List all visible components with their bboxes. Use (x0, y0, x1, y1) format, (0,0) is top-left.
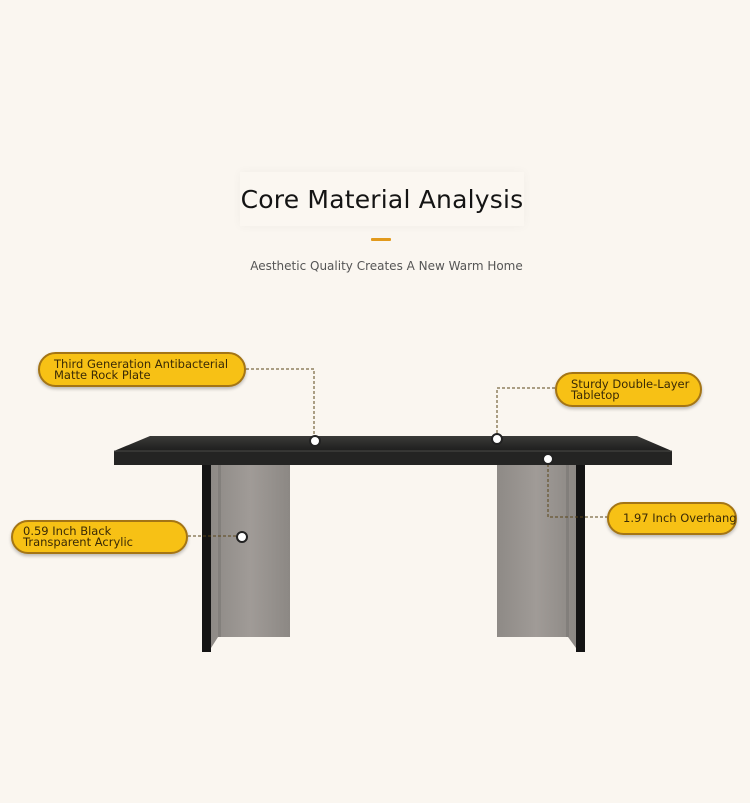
page-title: Core Material Analysis (240, 184, 524, 214)
callout-acrylic (11, 520, 188, 554)
callout-tabletop-line-2: Tabletop (571, 387, 620, 402)
tabletop (114, 436, 672, 465)
left-acrylic-leg (202, 462, 290, 652)
marker-acrylic (236, 531, 248, 543)
callout-tabletop (555, 372, 702, 407)
callout-rock-plate-line-2: Matte Rock Plate (54, 367, 151, 382)
marker-tabletop (491, 433, 503, 445)
callout-acrylic-line-1: 0.59 Inch Black (23, 524, 112, 538)
page-subtitle: Aesthetic Quality Creates A New Warm Home (250, 259, 523, 273)
callout-rock-plate-line-1: Third Generation Antibacterial (54, 356, 229, 371)
marker-overhang (542, 453, 554, 465)
callout-rock-plate (38, 352, 246, 387)
callout-overhang-line-1: 1.97 Inch Overhang (623, 511, 737, 525)
marker-rock-plate (309, 435, 321, 447)
callout-acrylic-line-2: Transparent Acrylic (23, 535, 133, 549)
right-acrylic-leg (497, 462, 585, 652)
callout-tabletop-line-1: Sturdy Double-Layer (571, 376, 690, 391)
callout-overhang (607, 502, 737, 535)
